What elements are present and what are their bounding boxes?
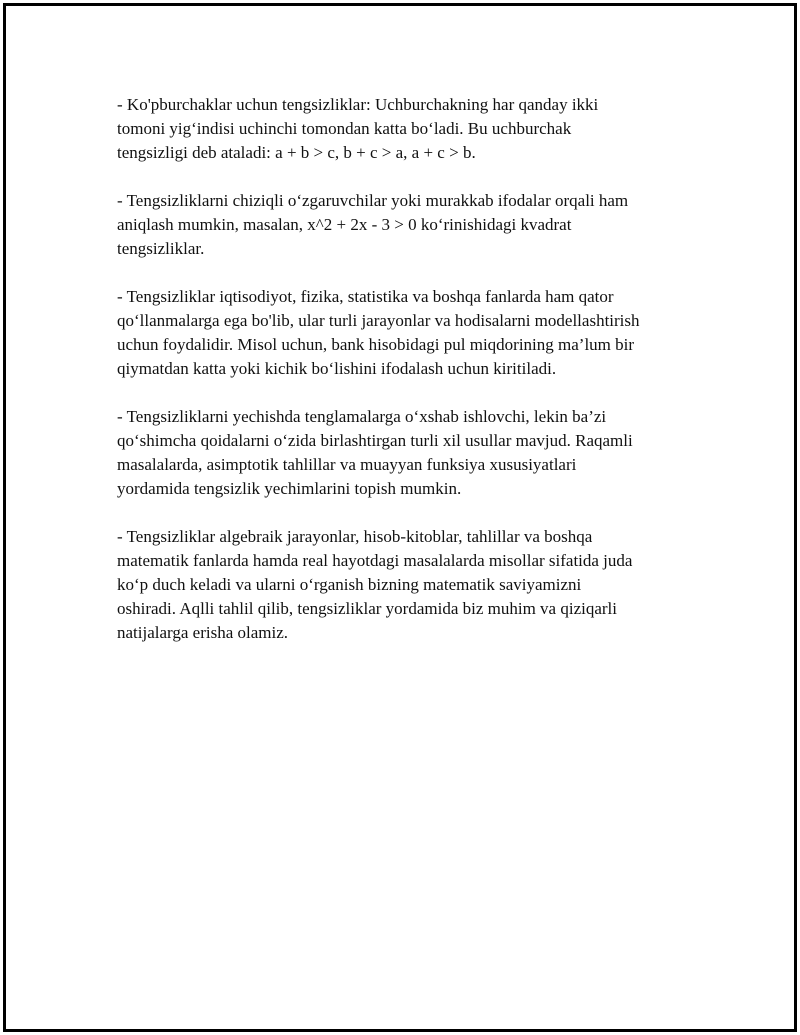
paragraph-polygon-inequalities: - Ko'pburchaklar uchun tengsizliklar: Uchburchakning har qanday ikki tomoni yig‘indisi uchinchi tomondan katta bo‘ladi. Bu uchburchak tengsizligi deb ataladi: a + b > c, b + c > a, a + c > b. (117, 95, 599, 162)
paragraph-applications: - Tengsizliklar iqtisodiyot, fizika, statistika va boshqa fanlarda ham qator qo‘llanmalarga ega bo'lib, ular turli jarayonlar va hodisalarni modellashtirish uchun foydalidir. Misol uchun, bank hisobidagi pul miqdorining ma’lum bir qiymatdan katta yoki kichik bo‘lishini ifodalash uchun kiritiladi. (117, 287, 640, 378)
paragraph-quadratic-inequalities: - Tengsizliklarni chiziqli o‘zgaruvchilar yoki murakkab ifodalar orqali ham aniqlash mumkin, masalan, x^2 + 2x - 3 > 0 ko‘rinishidagi kvadrat tengsizliklar. (117, 191, 629, 258)
document-body (117, 93, 697, 669)
paragraph-solving-methods: - Tengsizliklarni yechishda tenglamalarga o‘xshab ishlovchi, lekin ba’zi qo‘shimcha qoidalarni o‘zida birlashtirgan turli xil usullar mavjud. Raqamli masalalarda, asimptotik tahlillar va muayyan funksiya xususiyatlari yordamida tengsizlik yechimlarini topish mumkin. (117, 407, 633, 498)
paragraph-conclusion: - Tengsizliklar algebraik jarayonlar, hisob-kitoblar, tahlillar va boshqa matematik fanlarda hamda real hayotdagi masalalarda misollar sifatida juda ko‘p duch keladi va ularni o‘rganish bizning matematik saviyamizni oshiradi. Aqlli tahlil qilib, tengsizliklar yordamida biz muhim va qiziqarli natijalarga erisha olamiz. (117, 527, 633, 642)
